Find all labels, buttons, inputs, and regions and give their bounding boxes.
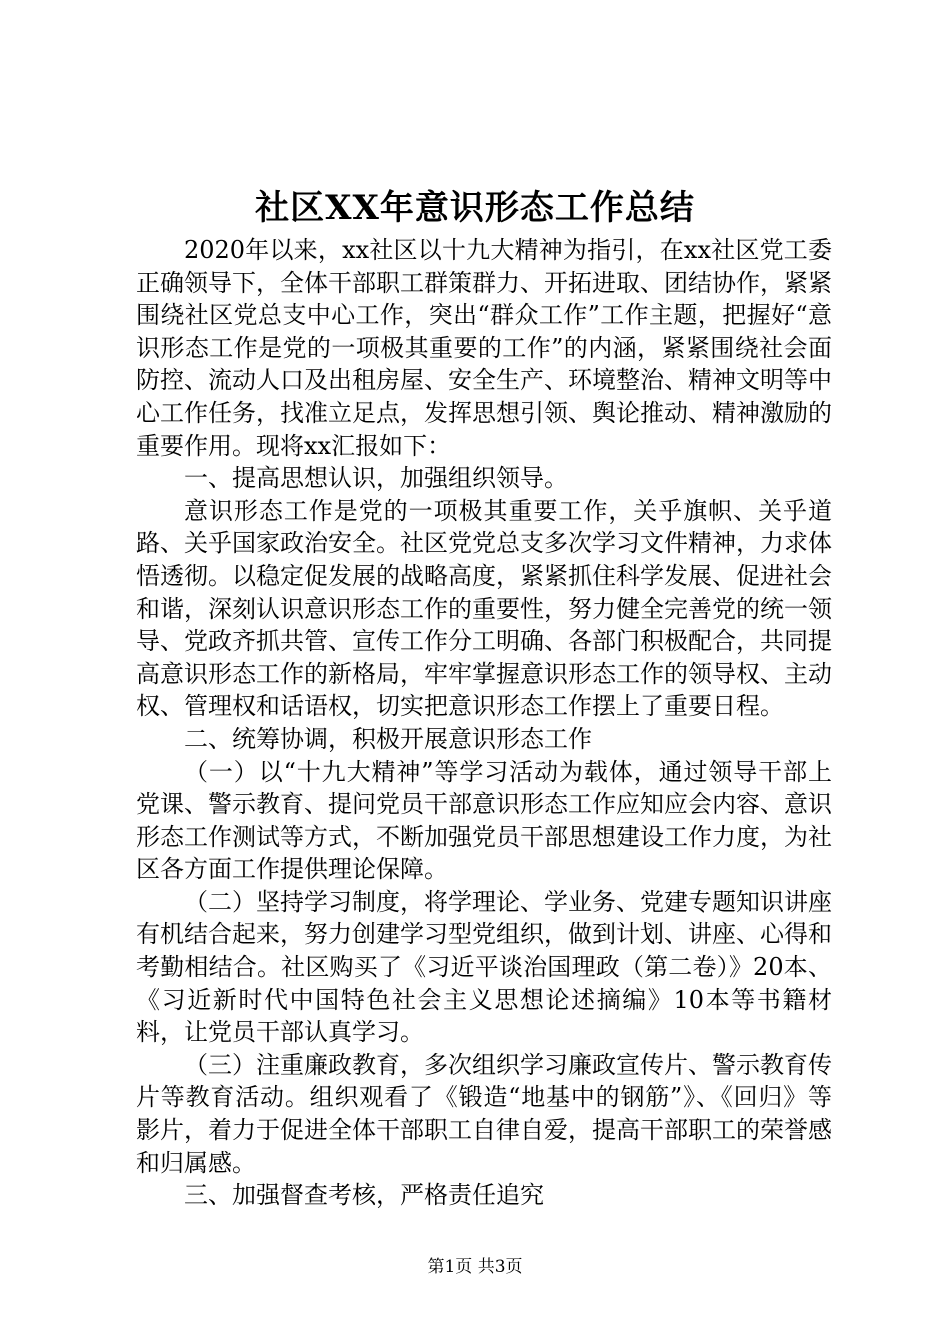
section-heading-1: 一、提高思想认识，加强组织领导。 (184, 464, 568, 493)
section-heading-2: 二、统筹协调，积极开展意识形态工作 (184, 724, 592, 753)
section-heading-3: 三、加强督查考核，严格责任追究 (184, 1181, 544, 1210)
document-title: 社区XX年意识形态工作总结 (255, 188, 695, 228)
paragraph-item-3: （三）注重廉政教育，多次组织学习廉政宣传片、警示教育传片等教育活动。组织观看了《锻造“地基中的钢筋”》、《回归》等影片，着力于促进全体干部职工自律自爱，提高干部职工的荣誉感和归属感。 (136, 1050, 832, 1177)
paragraph-item-2: （二）坚持学习制度，将学理论、学业务、党建专题知识讲座有机结合起来，努力创建学习型党组织，做到计划、讲座、心得和考勤相结合。社区购买了《习近平谈治国理政（第二卷）》20本、《习近新时代中国特色社会主义思想论述摘编》10本等书籍材料，让党员干部认真学习。 (136, 887, 832, 1047)
paragraph-section-1: 意识形态工作是党的一项极其重要工作，关乎旗帜、关乎道路、关乎国家政治安全。社区党党总支多次学习文件精神，力求体悟透彻。以稳定促发展的战略高度，紧紧抓住科学发展、促进社会和谐，深刻认识意识形态工作的重要性，努力健全完善党的统一领导、党政齐抓共管、宣传工作分工明确、各部门积极配合，共同提高意识形态工作的新格局，牢牢掌握意识形态工作的领导权、主动权、管理权和话语权，切实把意识形态工作摆上了重要日程。 (136, 496, 832, 721)
page-footer: 第1页 共3页 (427, 1257, 523, 1277)
paragraph-intro: 2020年以来，xx社区以十九大精神为指引，在xx社区党工委正确领导下，全体干部职工群策群力、开拓进取、团结协作，紧紧围绕社区党总支中心工作，突出“群众工作”工作主题，把握好“意识形态工作是党的一项极其重要的工作”的内涵，紧紧围绕社会面防控、流动人口及出租房屋、安全生产、环境整治、精神文明等中心工作任务，找准立足点，发挥思想引领、舆论推动、精神激励的重要作用。现将xx汇报如下： (136, 236, 832, 460)
document-body (136, 234, 832, 1212)
paragraph-item-1: （一）以“十九大精神”等学习活动为载体，通过领导干部上党课、警示教育、提问党员干部意识形态工作应知应会内容、意识形态工作测试等方式，不断加强党员干部思想建设工作力度，为社区各方面工作提供理论保障。 (136, 757, 832, 884)
